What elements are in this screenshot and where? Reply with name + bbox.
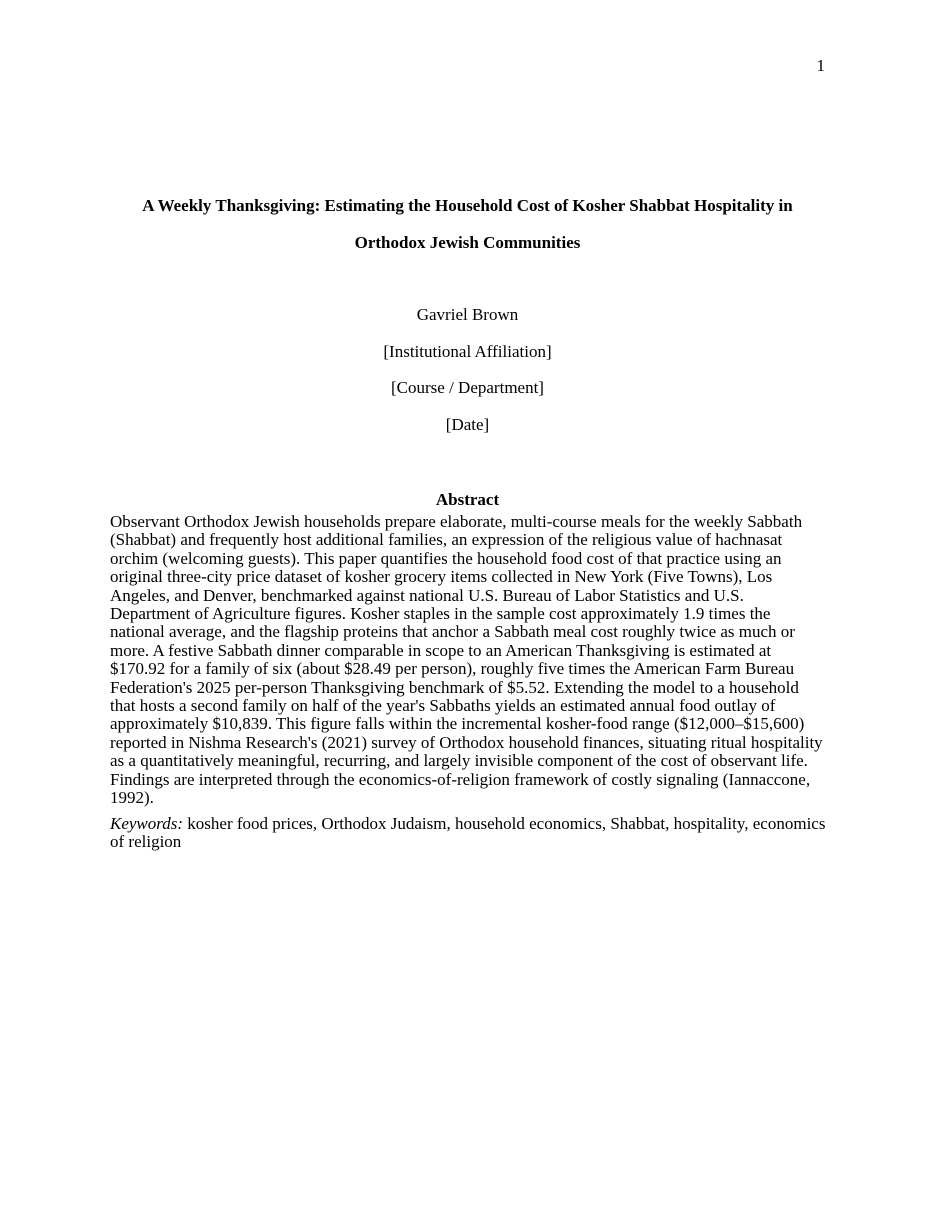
page-number: 1 — [816, 56, 825, 75]
abstract-heading: Abstract — [435, 490, 500, 509]
paper-title: A Weekly Thanksgiving: Estimating the Household Cost of Kosher Shabbat Hospitality in Orthodox Jewish Communities — [142, 196, 793, 252]
abstract-body: Observant Orthodox Jewish households prepare elaborate, multi-course meals for the weekly Sabbath (Shabbat) and frequently host additional families, an expression of the religious value of hachnasat orchim (welcoming guests). This paper quantifies the household food cost of that practice using an original three-city price dataset of kosher grocery items collected in New York (Five Towns), Los Angeles, and Denver, benchmarked against national U.S. Bureau of Labor Statistics and U.S. Department of Agriculture figures. Kosher staples in the sample cost approximately 1.9 times the national average, and the flagship proteins that anchor a Sabbath meal cost roughly twice as much or more. A festive Sabbath dinner comparable in scope to an American Thanksgiving is estimated at $170.92 for a family of six (about $28.49 per person), roughly five times the American Farm Bureau Federation's 2025 per-person Thanksgiving benchmark of $5.52. Extending the model to a household that hosts a second family on half of the year's Sabbaths yields an estimated annual food outlay of approximately $10,839. This figure falls within the incremental kosher-food range ($12,000–$15,600) reported in Nishma Research's (2021) survey of Orthodox household finances, situating ritual hospitality as a quantitatively meaningful, recurring, and largely invisible component of the cost of observant life. Findings are interpreted through the economics-of-religion framework of costly signaling (Iannaccone, 1992). — [110, 512, 823, 808]
keywords-text: kosher food prices, Orthodox Judaism, household economics, Shabbat, hospitality, economics of religion — [110, 814, 826, 852]
submission-date: [Date] — [445, 415, 490, 435]
author-name: Gavriel Brown — [416, 305, 519, 324]
course-department: [Course / Department] — [391, 378, 544, 398]
author-block — [110, 297, 825, 444]
keywords-label: Keywords: — [110, 814, 184, 833]
institutional-affiliation: [Institutional Affiliation] — [383, 341, 552, 361]
keywords — [110, 815, 826, 852]
